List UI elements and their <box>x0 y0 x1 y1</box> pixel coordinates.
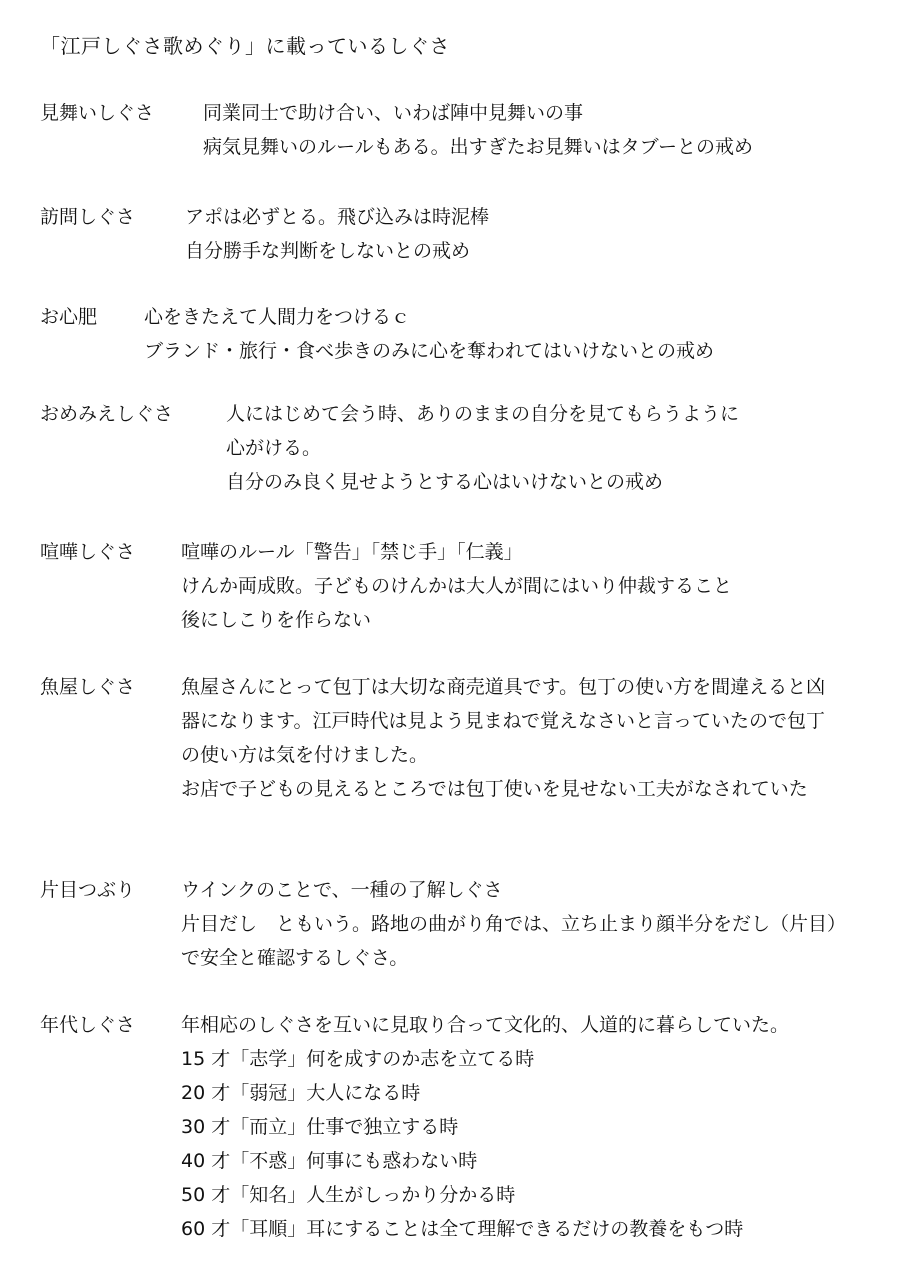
description-paragraph: お店で子どもの見えるところでは包丁使いを見せない工夫がなされていた <box>181 778 808 800</box>
entry-term: 片目つぶり <box>40 879 136 901</box>
entry-description <box>181 1008 789 1246</box>
entry-description <box>226 397 739 499</box>
entry-term: 年代しぐさ <box>40 1014 136 1036</box>
description-line: 人にはじめて会う時、ありのままの自分を見てもらうように <box>226 403 740 425</box>
age-line: 50 才「知名」人生がしっかり分かる時 <box>181 1184 516 1206</box>
entry-description <box>181 873 841 975</box>
entry-description <box>181 670 841 806</box>
description-line: けんか両成敗。子どものけんかは大人が間にはいり仲裁すること <box>181 575 733 597</box>
entry-kenka <box>40 535 860 639</box>
entry-okokoroe <box>40 300 860 370</box>
description-line: 病気見舞いのルールもある。出すぎたお見舞いはタブーとの戒め <box>203 136 754 158</box>
description-line: アポは必ずとる。飛び込みは時泥棒 <box>185 206 490 228</box>
entry-katametsuburi <box>40 873 860 977</box>
page-title: 「江戸しぐさ歌めぐり」に載っているしぐさ <box>40 34 450 58</box>
description-line: 喧嘩のルール「警告」「禁じ手」「仁義」 <box>181 541 523 563</box>
entry-houmon <box>40 200 860 270</box>
description-paragraph: 魚屋さんにとって包丁は大切な商売道具です。包丁の使い方を間違えると凶器になります。江戸時代は見よう見まねで覚えなさいと言っていたので包丁の使い方は気を付けました。 <box>181 676 826 766</box>
description-line: 同業同士で助け合い、いわば陣中見舞いの事 <box>203 102 584 124</box>
entry-sakanaya <box>40 670 860 840</box>
entry-term: 訪問しぐさ <box>40 206 136 228</box>
entry-description <box>181 535 732 637</box>
description-line: 心がける。 <box>226 437 322 459</box>
age-line: 60 才「耳順」耳にすることは全て理解できるだけの教養をもつ時 <box>181 1218 744 1240</box>
entry-term: お心肥 <box>40 306 98 328</box>
age-line: 15 才「志学」何を成すのか志を立てる時 <box>181 1048 535 1070</box>
entry-term: 魚屋しぐさ <box>40 676 136 698</box>
description-line: 自分勝手な判断をしないとの戒め <box>185 240 471 262</box>
description-line: ブランド・旅行・食べ歩きのみに心を奪われてはいけないとの戒め <box>144 340 715 362</box>
entry-term: おめみえしぐさ <box>40 403 174 425</box>
description-line: 心をきたえて人間力をつけるｃ <box>144 306 411 328</box>
age-line: 30 才「而立」仕事で独立する時 <box>181 1116 459 1138</box>
age-line: 40 才「不惑」何事にも惑わない時 <box>181 1150 478 1172</box>
description-paragraph: 片目だし ともいう。路地の曲がり角では、立ち止まり顔半分をだし（片目）で安全と確認するしぐさ。 <box>181 913 837 969</box>
description-line: 年相応のしぐさを互いに見取り合って文化的、人道的に暮らしていた。 <box>181 1014 790 1036</box>
entry-term: 喧嘩しぐさ <box>40 541 136 563</box>
entry-description <box>144 300 714 368</box>
entry-term: 見舞いしぐさ <box>40 102 155 124</box>
age-line: 20 才「弱冠」大人になる時 <box>181 1082 421 1104</box>
entry-description <box>185 200 489 268</box>
entry-omemie <box>40 397 860 501</box>
description-line: 後にしこりを作らない <box>181 609 372 631</box>
entry-mimai <box>40 96 860 166</box>
entry-nendai <box>40 1008 860 1248</box>
entry-description <box>203 96 753 164</box>
description-line: 自分のみ良く見せようとする心はいけないとの戒め <box>226 471 664 493</box>
description-paragraph: ウインクのことで、一種の了解しぐさ <box>181 879 503 901</box>
